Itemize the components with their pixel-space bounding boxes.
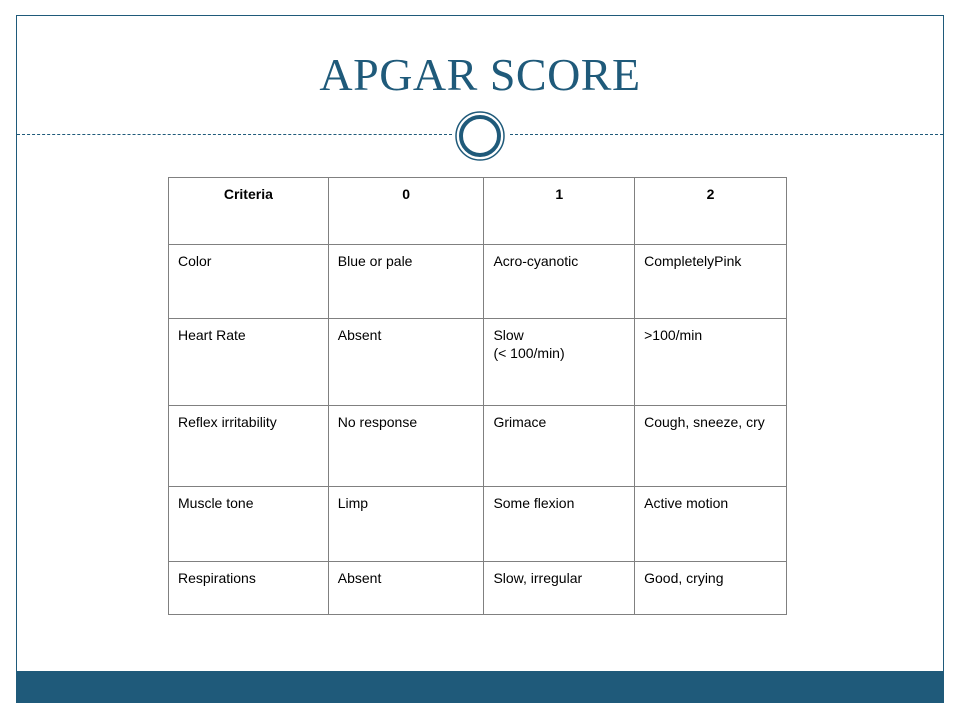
score-0-cell: Limp xyxy=(328,487,484,562)
score-2-cell: Cough, sneeze, cry xyxy=(635,406,787,487)
header-cell: 1 xyxy=(484,178,635,245)
footer-bar xyxy=(16,671,944,703)
score-1-cell: Acro-cyanotic xyxy=(484,245,635,319)
score-2-cell: Good, crying xyxy=(635,562,787,615)
table-row xyxy=(169,245,787,319)
score-0-cell: No response xyxy=(328,406,484,487)
score-1-cell: Slow (< 100/min) xyxy=(484,319,635,406)
score-1-cell: Grimace xyxy=(484,406,635,487)
criteria-cell: Respirations xyxy=(169,562,329,615)
table-row xyxy=(169,406,787,487)
table-row xyxy=(169,487,787,562)
criteria-cell: Heart Rate xyxy=(169,319,329,406)
table-row xyxy=(169,562,787,615)
criteria-cell: Muscle tone xyxy=(169,487,329,562)
slide-title: APGAR SCORE xyxy=(319,49,641,100)
score-0-cell: Absent xyxy=(328,562,484,615)
score-2-cell: >100/min xyxy=(635,319,787,406)
double-ring-icon xyxy=(454,110,506,162)
score-0-cell: Absent xyxy=(328,319,484,406)
header-cell: Criteria xyxy=(169,178,329,245)
table-row xyxy=(169,319,787,406)
score-1-cell: Some flexion xyxy=(484,487,635,562)
criteria-cell: Reflex irritability xyxy=(169,406,329,487)
score-0-cell: Blue or pale xyxy=(328,245,484,319)
header-cell: 0 xyxy=(328,178,484,245)
header-cell: 2 xyxy=(635,178,787,245)
title-divider-right xyxy=(510,134,943,135)
score-2-cell: CompletelyPink xyxy=(635,245,787,319)
score-2-cell: Active motion xyxy=(635,487,787,562)
apgar-table xyxy=(168,177,787,615)
criteria-cell: Color xyxy=(169,245,329,319)
table-header-row xyxy=(169,178,787,245)
title-divider-left xyxy=(17,134,452,135)
score-1-cell: Slow, irregular xyxy=(484,562,635,615)
